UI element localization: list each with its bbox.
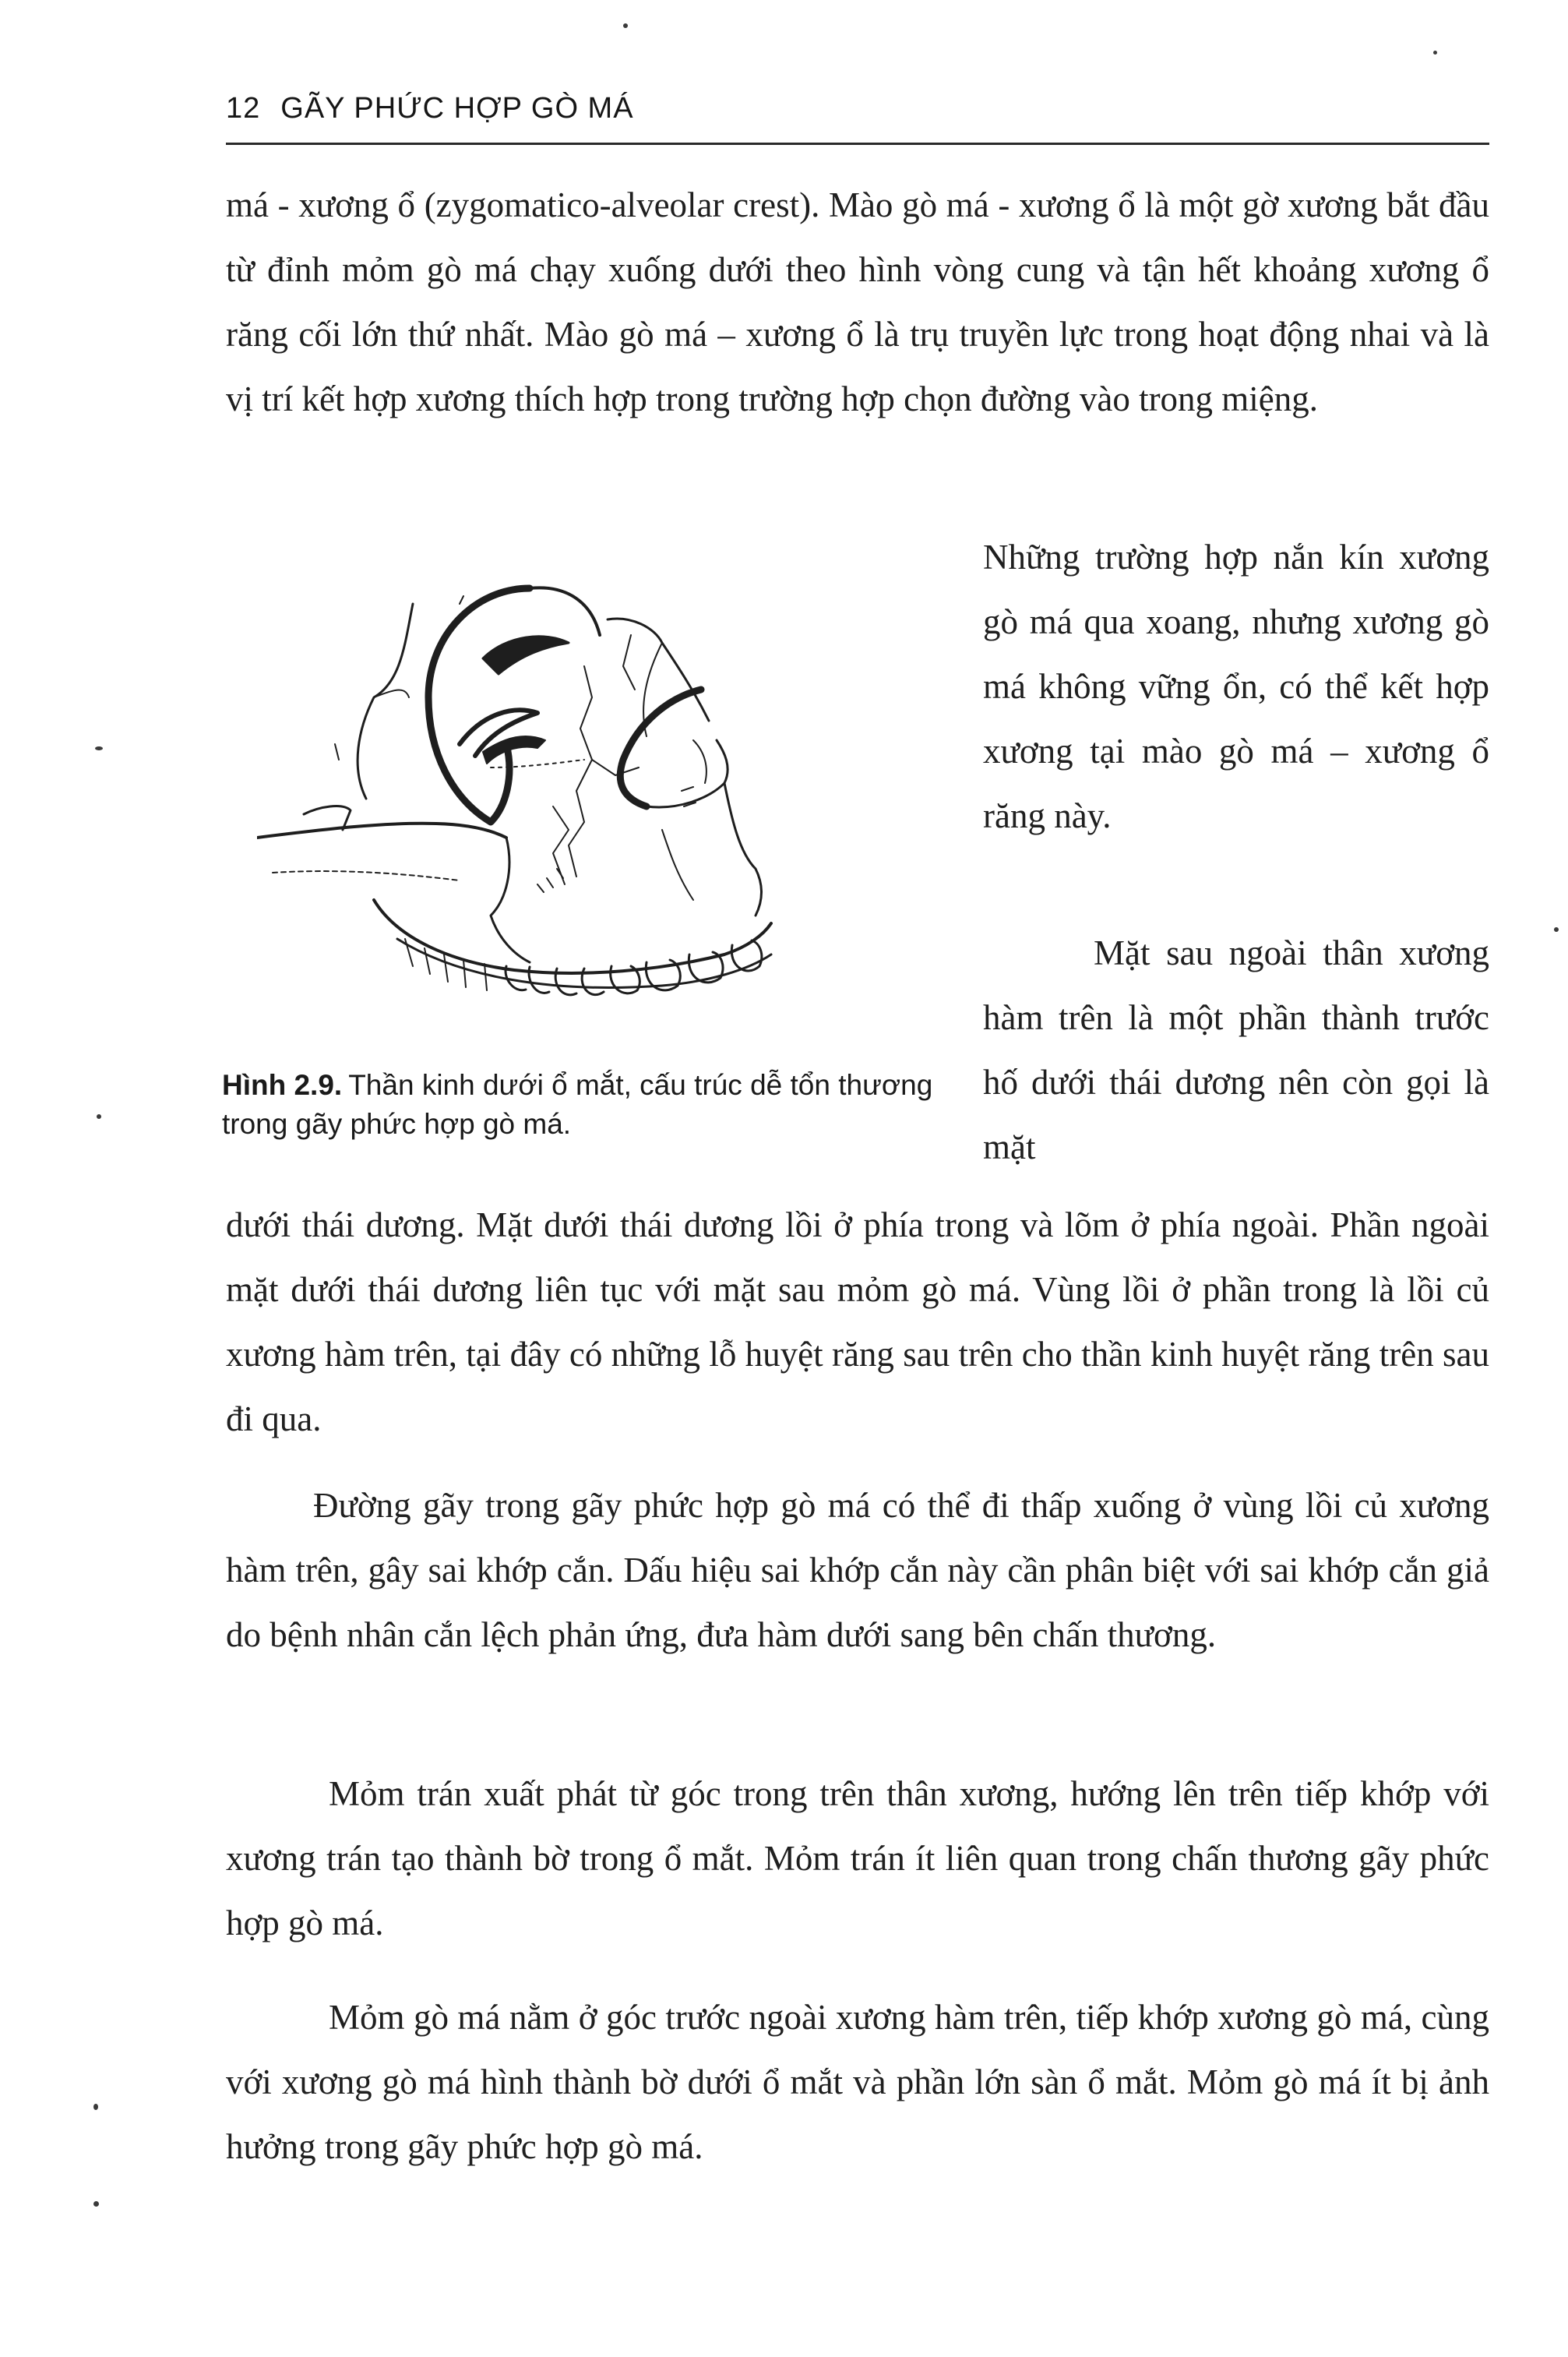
paragraph-4: dưới thái dương. Mặt dưới thái dương lồi ở phía trong và lõm ở phía ngoài. Phần ngoài mặt dưới thái dương liên tục với mặt sau mỏm gò má. Vùng lồi ở phần trong là lồi củ xương hàm trên, tại đây có những lỗ huyệt răng sau trên cho thần kinh huyệt răng trên sau đi qua. [226, 1205, 1489, 1438]
figure-caption-label: Hình 2.9. [222, 1069, 343, 1101]
paragraph-3: Mặt sau ngoài thân xương hàm trên là một phần thành trước hố dưới thái dương nên còn gọi là mặt [983, 933, 1489, 1166]
scan-speck [623, 23, 628, 28]
figure-caption-text: Thần kinh dưới ổ mắt, cấu trúc dễ tổn thương trong gãy phức hợp gò má. [222, 1069, 933, 1140]
scan-speck [95, 746, 103, 750]
paragraph-1: má - xương ổ (zygomatico-alveolar crest). Mào gò má - xương ổ là một gờ xương bắt đầu từ đỉnh mỏm gò má chạy xuống dưới theo hình vòng cung và tận hết khoảng xương ổ răng cối lớn thứ nhất. Mào gò má – xương ổ là trụ truyền lực trong hoạt động nhai và là vị trí kết hợp xương thích hợp trong trường hợp chọn đường vào trong miệng. [226, 185, 1489, 418]
skull-illustration [257, 573, 943, 1048]
scan-speck [93, 2104, 98, 2110]
paragraph-2: Những trường hợp nắn kín xương gò má qua xoang, nhưng xương gò má không vững ổn, có thể kết hợp xương tại mào gò má – xương ổ răng này. [983, 538, 1489, 835]
paragraph-7: Mỏm gò má nằm ở góc trước ngoài xương hàm trên, tiếp khớp xương gò má, cùng với xương gò má hình thành bờ dưới ổ mắt và phần lớn sàn ổ mắt. Mỏm gò má ít bị ảnh hưởng trong gãy phức hợp gò má. [226, 1998, 1489, 2166]
scan-speck [97, 1114, 101, 1119]
header-rule [226, 143, 1489, 145]
scan-speck [1433, 51, 1437, 55]
scan-speck [93, 2201, 99, 2207]
paragraph-6: Mỏm trán xuất phát từ góc trong trên thân xương, hướng lên trên tiếp khớp với xương trán tạo thành bờ trong ổ mắt. Mỏm trán ít liên quan trong chấn thương gãy phức hợp gò má. [226, 1774, 1489, 1942]
page-number: 12 [226, 92, 261, 125]
running-header [226, 92, 1489, 125]
running-title: GÃY PHỨC HỢP GÒ MÁ [280, 92, 634, 125]
figure-caption [222, 1066, 970, 1144]
scan-speck [1554, 927, 1559, 932]
paragraph-5: Đường gãy trong gãy phức hợp gò má có thể đi thấp xuống ở vùng lồi củ xương hàm trên, gây sai khớp cắn. Dấu hiệu sai khớp cắn này cần phân biệt với sai khớp cắn giả do bệnh nhân cắn lệch phản ứng, đưa hàm dưới sang bên chấn thương. [226, 1486, 1489, 1654]
